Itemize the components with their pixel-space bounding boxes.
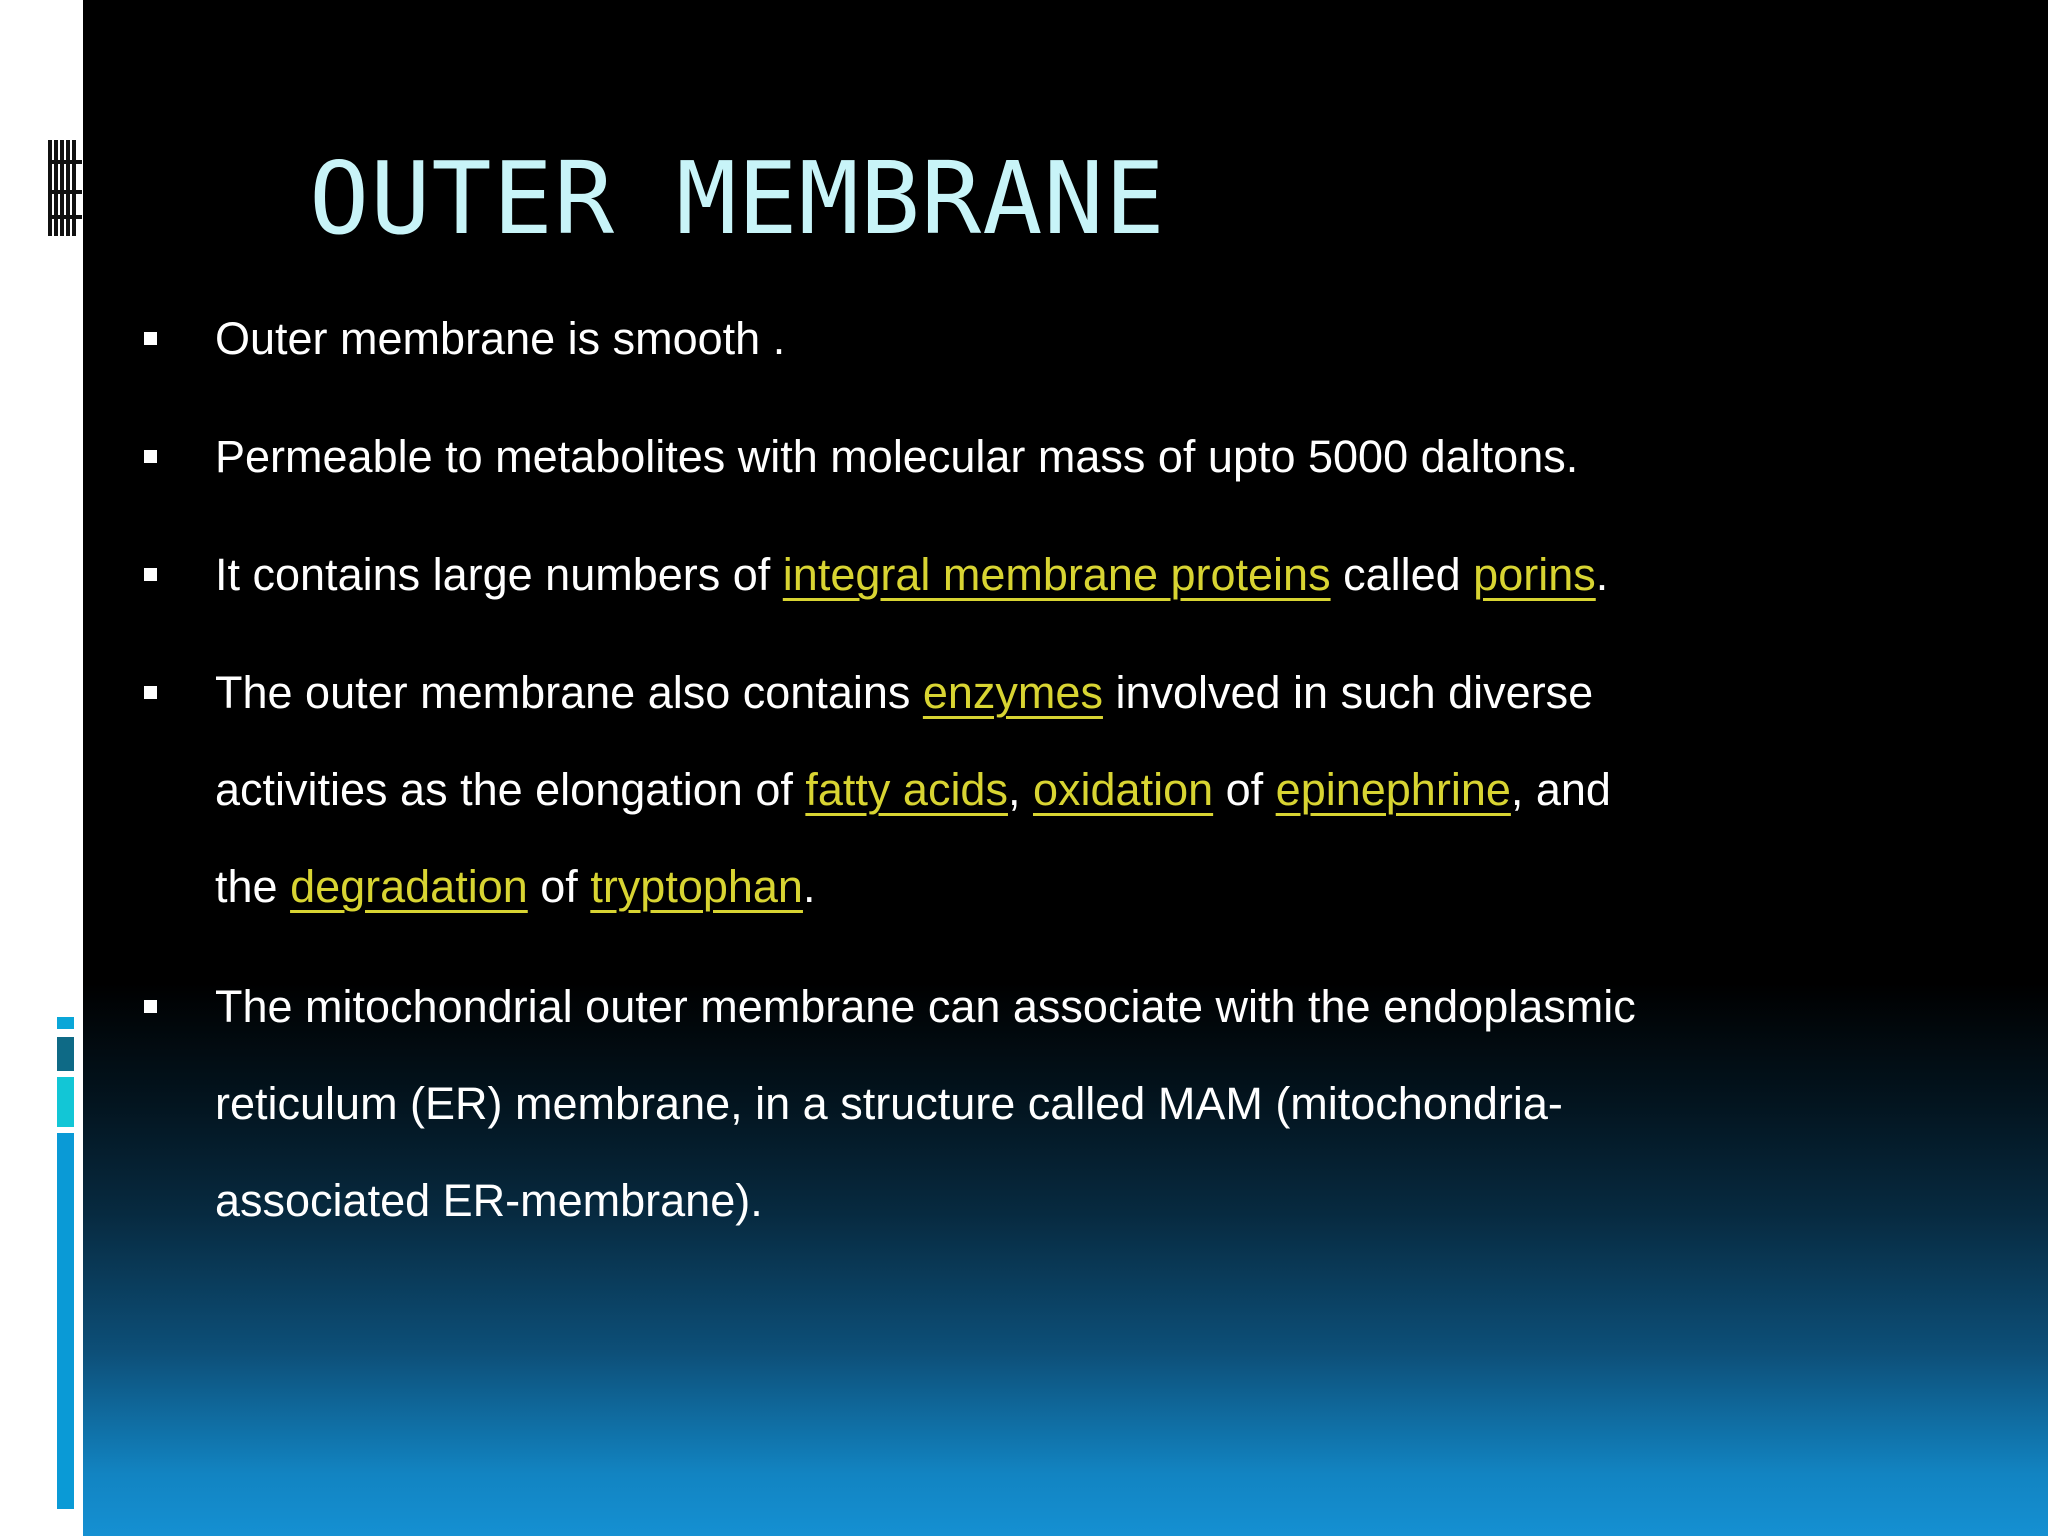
bullet-line xyxy=(215,1152,1855,1249)
grid-decoration-line xyxy=(60,140,64,236)
bullet-text: , and xyxy=(1510,764,1611,815)
accent-bar xyxy=(57,1017,74,1029)
square-bullet-icon xyxy=(144,686,157,699)
hyperlink[interactable]: oxidation xyxy=(1032,764,1214,815)
bullet-line xyxy=(215,526,1855,623)
bullet-line xyxy=(215,408,1855,505)
grid-decoration-line xyxy=(54,140,58,236)
grid-decoration-line xyxy=(48,140,52,236)
grid-decoration-line xyxy=(48,190,82,194)
accent-bar xyxy=(57,1037,74,1071)
hyperlink[interactable]: tryptophan xyxy=(590,861,803,912)
square-bullet-icon xyxy=(144,1000,157,1013)
accent-bar xyxy=(57,1077,74,1127)
bullet-text: It contains large numbers of xyxy=(215,549,783,600)
bullet-text: . xyxy=(802,861,816,912)
slide-body xyxy=(83,0,2048,1536)
square-bullet-icon xyxy=(144,450,157,463)
square-bullet-icon xyxy=(144,332,157,345)
hyperlink[interactable]: epinephrine xyxy=(1275,764,1511,815)
bullet-line xyxy=(215,958,1855,1055)
grid-decoration-line xyxy=(48,215,82,219)
bullet-text: The mitochondrial outer membrane can associate with the endoplasmic xyxy=(215,981,1636,1032)
hyperlink[interactable]: porins xyxy=(1473,549,1596,600)
hyperlink[interactable]: enzymes xyxy=(922,667,1103,718)
square-bullet-icon xyxy=(144,568,157,581)
bullet-line xyxy=(215,290,1855,387)
bullet-text: called xyxy=(1330,549,1474,600)
grid-decoration-line xyxy=(48,160,82,164)
hyperlink[interactable]: fatty acids xyxy=(805,764,1008,815)
hyperlink[interactable]: degradation xyxy=(290,861,528,912)
bullet-line xyxy=(215,838,1855,935)
bullet-text: The outer membrane also contains xyxy=(215,667,923,718)
bullet-text: associated ER-membrane). xyxy=(215,1175,763,1226)
bullet-text: reticulum (ER) membrane, in a structure called MAM (mitochondria- xyxy=(215,1078,1563,1129)
left-white-strip xyxy=(0,0,48,1536)
slide-title: OUTER MEMBRANE xyxy=(309,140,1166,257)
bullet-line xyxy=(215,1055,1855,1152)
bullet-line xyxy=(215,741,1855,838)
grid-decoration-line xyxy=(72,140,76,236)
bullet-text: involved in such diverse xyxy=(1102,667,1594,718)
bullet-text: , xyxy=(1007,764,1033,815)
bullet-text: of xyxy=(527,861,591,912)
bullet-text: . xyxy=(1595,549,1609,600)
grid-decoration-line xyxy=(66,140,70,236)
bullet-text: of xyxy=(1213,764,1276,815)
bullet-text: activities as the elongation of xyxy=(215,764,806,815)
hyperlink[interactable]: integral membrane proteins xyxy=(782,549,1331,600)
bullet-line xyxy=(215,644,1855,741)
bullet-text: Permeable to metabolites with molecular mass of upto 5000 daltons. xyxy=(215,431,1579,482)
bullet-text: Outer membrane is smooth . xyxy=(215,313,786,364)
bullet-text: the xyxy=(215,861,291,912)
accent-bar xyxy=(57,1133,74,1509)
